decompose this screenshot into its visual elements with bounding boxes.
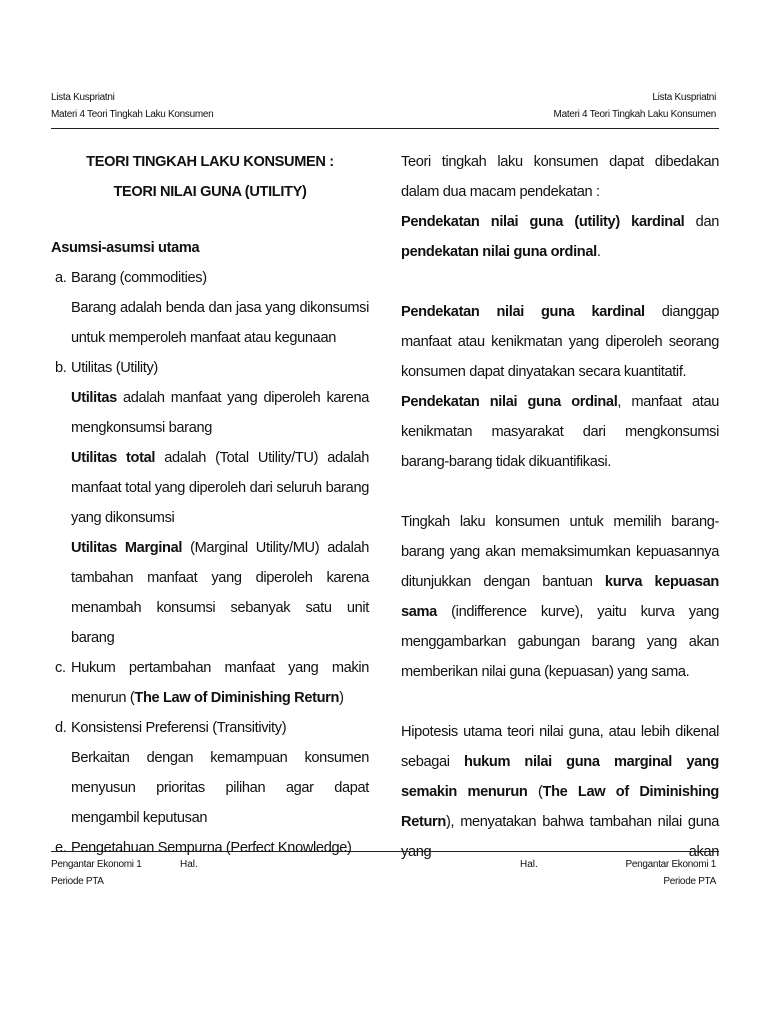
list-label: e. xyxy=(55,840,67,856)
text: Hukum pertambahan manfaat yang makin menurun ( xyxy=(71,660,369,706)
header-author: Lista Kuspriatni xyxy=(652,92,716,103)
paragraph-hypothesis xyxy=(401,717,719,867)
utilitas-marginal-paragraph xyxy=(51,533,369,653)
text: ( xyxy=(527,784,543,800)
term: Utilitas xyxy=(71,390,117,406)
list-item-title: Barang (commodities) xyxy=(71,270,207,286)
list-item-title: Pengetahuan Sempurna (Perfect Knowledge) xyxy=(71,840,352,856)
footer-book: Pengantar Ekonomi 1 xyxy=(625,859,716,870)
paragraph-ordinal xyxy=(401,387,719,477)
utilitas-paragraph xyxy=(51,383,369,443)
footer-right xyxy=(626,856,716,890)
list-item-d xyxy=(51,713,369,743)
text: ) xyxy=(339,690,344,706)
definition: (Marginal Utility/MU) adalah tambahan manfaat yang diperoleh karena menambah konsumsi sebanyak satu unit barang xyxy=(71,540,369,646)
right-column xyxy=(401,147,719,867)
header-course: Materi 4 Teori Tingkah Laku Konsumen xyxy=(51,109,214,120)
term: The Law of Diminishing Return xyxy=(134,690,340,706)
header-course: Materi 4 Teori Tingkah Laku Konsumen xyxy=(553,109,716,120)
term: pendekatan nilai guna ordinal xyxy=(401,244,597,260)
list-item-body: Berkaitan dengan kemampuan konsumen menyusun prioritas pilihan agar dapat mengambil keputusan xyxy=(71,750,369,826)
left-column xyxy=(51,147,369,863)
paragraph-indifference xyxy=(401,507,719,687)
text: dianggap manfaat atau kenikmatan yang diperoleh seorang konsumen dapat dinyatakan secara kuantitatif. xyxy=(401,304,719,380)
footer-page-label: Hal. xyxy=(180,859,198,870)
text: Hipotesis utama teori nilai guna, atau lebih dikenal sebagai xyxy=(401,724,719,770)
header-divider xyxy=(51,128,719,129)
utilitas-total-paragraph xyxy=(51,443,369,533)
text: , manfaat atau kenikmatan masyarakat dari mengkonsumsi barang-barang tidak dikuantifikasi. xyxy=(401,394,720,470)
paragraph-intro: Teori tingkah laku konsumen dapat dibedakan dalam dua macam pendekatan : xyxy=(401,154,719,200)
header-left xyxy=(51,89,213,123)
footer-period: Periode PTA xyxy=(663,876,716,887)
term: hukum nilai guna marginal yang semakin menurun xyxy=(401,754,719,800)
paragraph-approaches xyxy=(401,207,719,267)
list-label: c. xyxy=(55,660,66,676)
page-title: TEORI TINGKAH LAKU KONSUMEN : xyxy=(86,154,334,170)
list-label: b. xyxy=(55,360,67,376)
definition: adalah (Total Utility/TU) adalah manfaat total yang diperoleh dari seluruh barang yang dikonsumsi xyxy=(71,450,369,526)
list-item-a xyxy=(51,263,369,293)
footer-book: Pengantar Ekonomi 1 xyxy=(51,859,142,870)
term: Utilitas Marginal xyxy=(71,540,183,556)
list-item-text xyxy=(71,653,369,713)
term: Utilitas total xyxy=(71,450,156,466)
list-item-b xyxy=(51,353,369,383)
section-heading: Asumsi-asumsi utama xyxy=(51,240,200,256)
term: Pendekatan nilai guna (utility) kardinal xyxy=(401,214,685,230)
list-item-title: Utilitas (Utility) xyxy=(71,360,158,376)
list-item-title: Konsistensi Preferensi (Transitivity) xyxy=(71,720,287,736)
text: ), menyatakan bahwa tambahan nilai guna yang akan xyxy=(401,814,719,860)
text: . xyxy=(596,244,601,260)
page-subtitle: TEORI NILAI GUNA (UTILITY) xyxy=(113,184,307,200)
definition: adalah manfaat yang diperoleh karena mengkonsumsi barang xyxy=(71,390,369,436)
term: kurva kepuasan sama xyxy=(401,574,719,620)
spacer xyxy=(401,687,719,717)
paragraph-cardinal xyxy=(401,297,719,387)
term: Pendekatan nilai guna ordinal xyxy=(401,394,618,410)
text: (indifference kurve), yaitu kurva yang menggambarkan gabungan barang yang akan memberikan nilai guna (kepuasan) yang sama. xyxy=(401,604,719,680)
header-author: Lista Kuspriatni xyxy=(51,92,115,103)
text: Tingkah laku konsumen untuk memilih barang-barang yang akan memaksimumkan kepuasannya ditunjukkan dengan bantuan xyxy=(401,514,719,590)
list-item-c xyxy=(51,653,369,713)
list-label: a. xyxy=(55,270,67,286)
footer-period: Periode PTA xyxy=(51,876,104,887)
text: dan xyxy=(684,214,719,230)
header-right xyxy=(554,89,716,123)
spacer xyxy=(401,477,719,507)
term: The Law of Diminishing Return xyxy=(401,784,720,830)
list-item-body: Barang adalah benda dan jasa yang dikonsumsi untuk memperoleh manfaat atau kegunaan xyxy=(71,300,369,346)
term: Pendekatan nilai guna kardinal xyxy=(401,304,645,320)
list-label: d. xyxy=(55,720,67,736)
spacer xyxy=(401,267,719,297)
footer-page-label: Hal. xyxy=(520,859,538,870)
footer-divider xyxy=(51,851,719,852)
footer-left xyxy=(51,856,141,890)
